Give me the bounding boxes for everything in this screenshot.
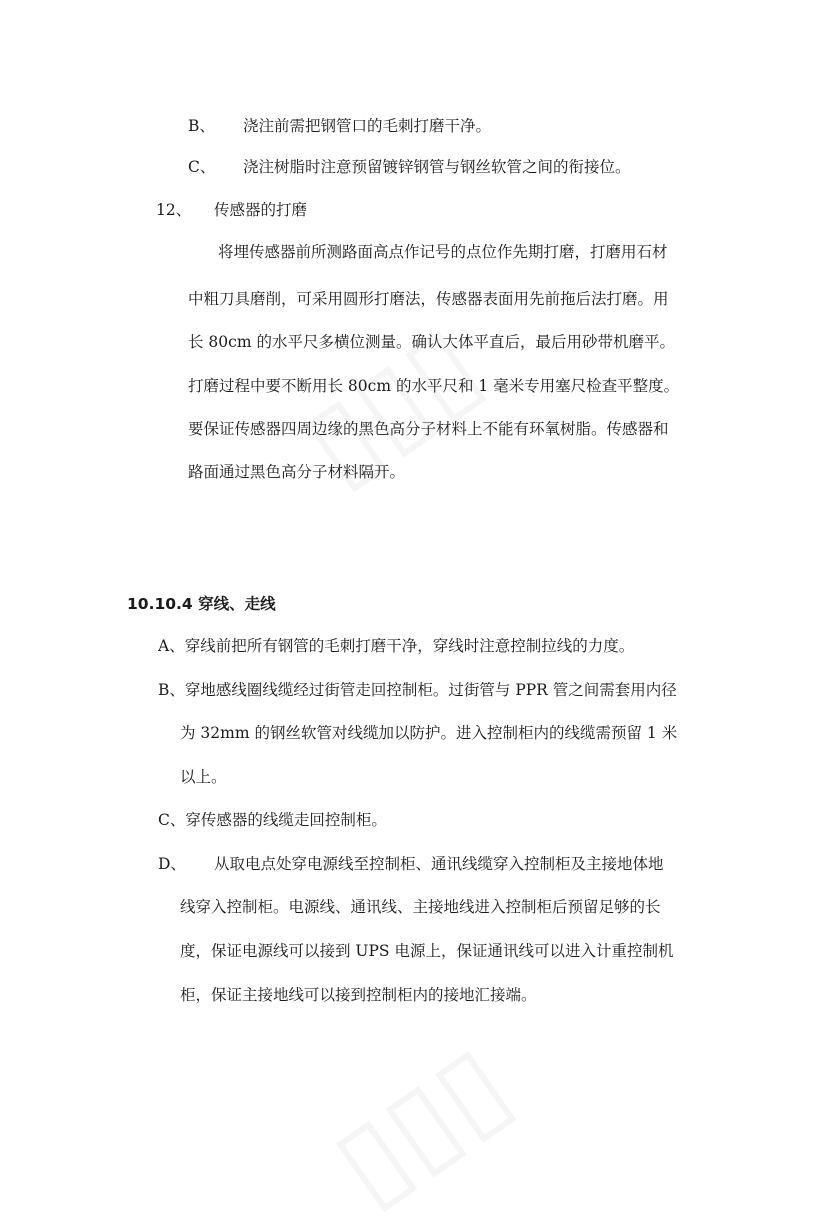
- item-c-text: 浇注树脂时注意预留镀锌钢管与钢丝软管之间的衔接位。: [243, 158, 631, 176]
- section-item-d-label: D、: [158, 855, 186, 873]
- item-12-line: 中粗刀具磨削，可采用圆形打磨法，传感器表面用先前拖后法打磨。用: [188, 290, 669, 308]
- section-item-a: A、穿线前把所有钢管的毛刺打磨干净，穿线时注意控制拉线的力度。: [158, 637, 635, 655]
- item-12-line: 路面通过黑色高分子材料隔开。: [188, 463, 406, 481]
- section-item-d: 从取电点处穿电源线至控制柜、通讯线缆穿入控制柜及主接地体地: [214, 855, 664, 873]
- item-12-label: 12、: [156, 201, 192, 219]
- section-item-c: C、穿传感器的线缆走回控制柜。: [158, 811, 387, 829]
- section-item-b: B、穿地感线圈线缆经过街管走回控制柜。过街管与 PPR 管之间需套用内径: [158, 681, 677, 699]
- item-12-title: 传感器的打磨: [214, 201, 308, 219]
- item-b-label: B、: [188, 117, 215, 135]
- item-12-line: 长 80cm 的水平尺多横位测量。确认大体平直后，最后用砂带机磨平。: [188, 333, 675, 351]
- section-item-d-line: 度，保证电源线可以接到 UPS 电源上，保证通讯线可以进入计重控制机: [180, 942, 674, 960]
- item-12-line: 将埋传感器前所测路面高点作记号的点位作先期打磨，打磨用石材: [218, 243, 668, 261]
- section-heading: 10.10.4 穿线、走线: [127, 595, 276, 613]
- watermark: [310, 1019, 532, 1228]
- item-b-text: 浇注前需把钢管口的毛刺打磨干净。: [243, 117, 492, 135]
- section-item-b-line: 为 32mm 的钢丝软管对线缆加以防护。进入控制柜内的线缆需预留 1 米: [180, 724, 678, 742]
- item-12-line: 要保证传感器四周边缘的黑色高分子材料上不能有环氧树脂。传感器和: [188, 420, 669, 438]
- item-c-label: C、: [188, 158, 216, 176]
- section-item-d-line: 柜，保证主接地线可以接到控制柜内的接地汇接端。: [180, 986, 537, 1004]
- item-12-line: 打磨过程中要不断用长 80cm 的水平尺和 1 毫米专用塞尺检查平整度。: [188, 377, 680, 395]
- section-item-b-line: 以上。: [180, 768, 227, 786]
- section-item-d-line: 线穿入控制柜。电源线、通讯线、主接地线进入控制柜后预留足够的长: [180, 898, 661, 916]
